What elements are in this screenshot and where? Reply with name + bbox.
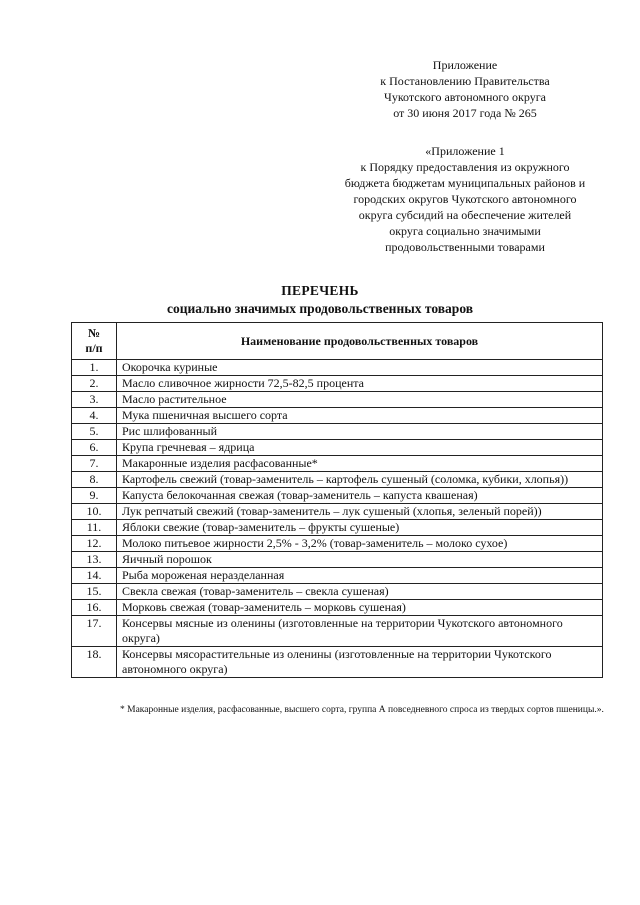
row-number: 11.: [72, 520, 117, 536]
row-product-name: Морковь свежая (товар-заменитель – морковь сушеная): [117, 600, 603, 616]
row-product-name: Свекла свежая (товар-заменитель – свекла сушеная): [117, 584, 603, 600]
products-table: [71, 322, 603, 678]
row-product-name: Консервы мясорастительные из оленины (изготовленные на территории Чукотского автономного округа): [117, 647, 603, 678]
row-number: 7.: [72, 456, 117, 472]
table-body: [72, 360, 603, 678]
table-row: [72, 520, 603, 536]
row-number: 9.: [72, 488, 117, 504]
appendix1-line: округа социально значимыми: [389, 224, 541, 238]
table-row: [72, 488, 603, 504]
row-product-name: Лук репчатый свежий (товар-заменитель – лук сушеный (хлопья, зеленый порей)): [117, 504, 603, 520]
row-product-name: Мука пшеничная высшего сорта: [117, 408, 603, 424]
appendix1-line: округа субсидий на обеспечение жителей: [358, 208, 572, 222]
appendix1-line: к Порядку предоставления из окружного: [360, 160, 570, 174]
title-sub: социально значимых продовольственных товаров: [166, 301, 474, 316]
appendix1-line: продовольственными товарами: [385, 240, 545, 254]
row-number: 16.: [72, 600, 117, 616]
row-number: 2.: [72, 376, 117, 392]
appendix1-header: [330, 143, 600, 255]
appendix-line: к Постановлению Правительства: [380, 74, 550, 88]
table-row: [72, 424, 603, 440]
table-row: [72, 600, 603, 616]
table-row: [72, 472, 603, 488]
appendix1-line: «Приложение 1: [425, 144, 505, 158]
row-number: 13.: [72, 552, 117, 568]
table-row: [72, 568, 603, 584]
appendix-line: Приложение: [432, 58, 498, 72]
row-product-name: Молоко питьевое жирности 2,5% - 3,2% (товар-заменитель – молоко сухое): [117, 536, 603, 552]
row-number: 5.: [72, 424, 117, 440]
appendix-line: от 30 июня 2017 года № 265: [393, 106, 537, 120]
row-product-name: Картофель свежий (товар-заменитель – картофель сушеный (соломка, кубики, хлопья)): [117, 472, 603, 488]
row-number: 15.: [72, 584, 117, 600]
table-row: [72, 360, 603, 376]
row-product-name: Яблоки свежие (товар-заменитель – фрукты сушеные): [117, 520, 603, 536]
row-number: 12.: [72, 536, 117, 552]
appendix-line: Чукотского автономного округа: [384, 90, 546, 104]
row-product-name: Масло растительное: [117, 392, 603, 408]
table-row: [72, 440, 603, 456]
table-row: [72, 376, 603, 392]
table-row: [72, 647, 603, 678]
header-name: Наименование продовольственных товаров: [117, 323, 603, 360]
appendix1-line: бюджета бюджетам муниципальных районов и: [344, 176, 586, 190]
row-product-name: Яичный порошок: [117, 552, 603, 568]
table-row: [72, 408, 603, 424]
title-main: ПЕРЕЧЕНЬ: [281, 283, 359, 298]
table-row: [72, 616, 603, 647]
row-product-name: Рис шлифованный: [117, 424, 603, 440]
row-number: 4.: [72, 408, 117, 424]
row-number: 17.: [72, 616, 117, 647]
appendix-header: [340, 57, 590, 121]
row-product-name: Консервы мясные из оленины (изготовленные на территории Чукотского автономного округа): [117, 616, 603, 647]
table-row: [72, 456, 603, 472]
table-header-row: [72, 323, 603, 360]
row-product-name: Капуста белокочанная свежая (товар-заменитель – капуста квашеная): [117, 488, 603, 504]
row-number: 10.: [72, 504, 117, 520]
row-product-name: Макаронные изделия расфасованные*: [117, 456, 603, 472]
appendix1-line: городских округов Чукотского автономного: [353, 192, 577, 206]
row-product-name: Рыба мороженая неразделанная: [117, 568, 603, 584]
row-number: 14.: [72, 568, 117, 584]
header-num-line: №: [87, 326, 101, 340]
table-row: [72, 504, 603, 520]
table-row: [72, 536, 603, 552]
row-product-name: Окорочка куриные: [117, 360, 603, 376]
row-number: 3.: [72, 392, 117, 408]
header-num: [72, 323, 117, 360]
table-row: [72, 584, 603, 600]
row-number: 6.: [72, 440, 117, 456]
document-title: [60, 282, 580, 318]
row-product-name: Масло сливочное жирности 72,5-82,5 процента: [117, 376, 603, 392]
table-row: [72, 392, 603, 408]
table-row: [72, 552, 603, 568]
row-number: 18.: [72, 647, 117, 678]
row-product-name: Крупа гречневая – ядрица: [117, 440, 603, 456]
row-number: 1.: [72, 360, 117, 376]
footnote: * Макаронные изделия, расфасованные, высшего сорта, группа А повседневного спроса из твердых сортов пшеницы.».: [120, 705, 604, 715]
header-num-line: п/п: [85, 341, 103, 355]
row-number: 8.: [72, 472, 117, 488]
